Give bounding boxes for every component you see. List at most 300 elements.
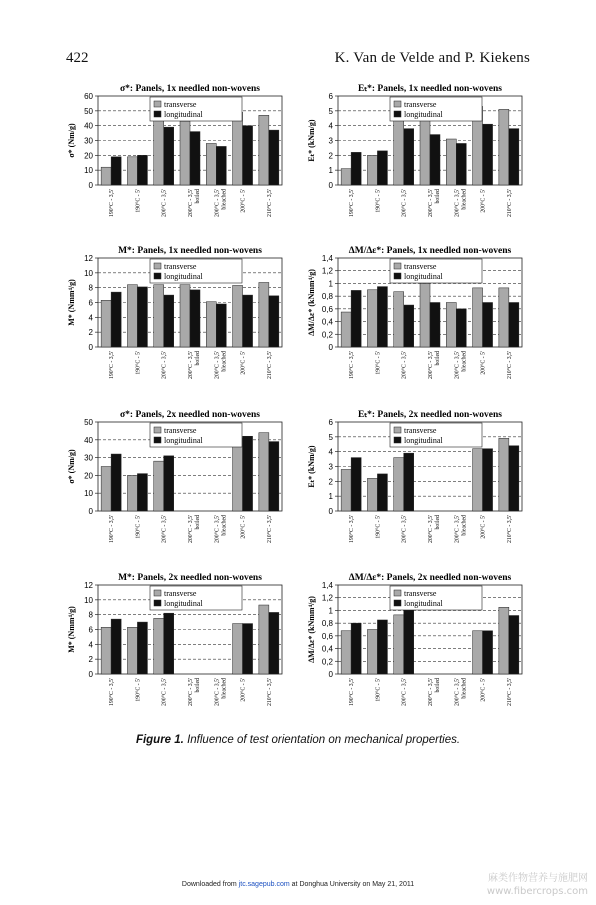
x-tick-label: 190°C - 5': [375, 351, 382, 375]
x-category-label: [187, 678, 201, 706]
y-tick-label: 5: [328, 432, 333, 442]
bar-longitudinal: [216, 146, 226, 185]
x-tick-label: 200°C - 5': [240, 351, 247, 375]
x-category-label: [240, 351, 247, 375]
y-tick-label: 60: [84, 92, 93, 101]
bar-transverse: [367, 290, 377, 347]
legend-label-transverse: transverse: [404, 589, 437, 598]
chart-title: Eₜ*: Panels, 1x needled non-wovens: [358, 84, 502, 94]
x-category-label: [453, 351, 467, 379]
x-tick-label: 190°C - 3,5': [349, 515, 356, 543]
x-tick-label: 190°C - 5': [135, 515, 142, 539]
bar-transverse: [101, 300, 111, 347]
x-tick-label: 200°C - 3,5': [188, 678, 194, 706]
bar-longitudinal: [137, 474, 147, 511]
chart-title: σ*: Panels, 2x needled non-wovens: [119, 410, 261, 420]
legend-label-transverse: transverse: [404, 426, 437, 435]
x-tick-label: 200°C - 3,5': [188, 189, 194, 217]
bar-transverse: [341, 469, 351, 511]
bar-transverse: [394, 292, 404, 347]
bar-longitudinal: [483, 449, 493, 511]
x-category-label: [374, 515, 381, 539]
bar-transverse: [446, 139, 456, 185]
legend-swatch-longitudinal: [394, 273, 401, 279]
bar-transverse: [473, 631, 483, 674]
x-category-label: [348, 351, 355, 379]
y-tick-label: 0,8: [321, 292, 333, 302]
bar-longitudinal: [351, 623, 361, 674]
x-category-label: [266, 189, 273, 217]
x-category-label: [240, 515, 247, 539]
chart-svg: [304, 571, 536, 729]
x-tick-label-line2: bleached: [221, 515, 228, 536]
x-tick-label: 200°C - 3,5': [214, 189, 221, 217]
x-tick-label: 200°C - 3,5': [454, 678, 461, 706]
bar-longitudinal: [243, 436, 253, 511]
chart-title: ΔM/Δε*: Panels, 2x needled non-wovens: [348, 573, 512, 583]
bar-transverse: [127, 157, 137, 185]
y-tick-label: 0: [88, 507, 93, 516]
y-tick-label: 1,2: [321, 266, 333, 276]
y-tick-label: 0: [328, 670, 333, 679]
y-axis-label: M* (Nmm⁴/g): [67, 606, 76, 653]
x-category-label: [108, 515, 115, 543]
x-category-label: [401, 189, 408, 217]
x-tick-label: 200°C - 5': [240, 515, 247, 539]
bar-transverse: [154, 285, 164, 347]
x-tick-label: 190°C - 3,5': [109, 189, 116, 217]
x-category-label: [506, 678, 513, 706]
x-category-label: [427, 189, 441, 217]
y-tick-label: 1: [328, 606, 333, 616]
x-tick-label: 190°C - 3,5': [349, 678, 356, 706]
bar-transverse: [101, 167, 111, 185]
bar-transverse: [420, 111, 430, 185]
bar-longitudinal: [269, 130, 279, 185]
y-tick-label: 0,4: [321, 317, 333, 327]
legend-swatch-transverse: [394, 263, 401, 269]
legend-label-transverse: transverse: [164, 262, 197, 271]
bar-longitudinal: [111, 454, 121, 511]
bar-transverse: [101, 627, 111, 674]
bar-longitudinal: [351, 152, 361, 185]
y-tick-label: 1,4: [321, 581, 333, 590]
bar-transverse: [127, 627, 137, 674]
x-tick-label: 190°C - 3,5': [109, 515, 116, 543]
x-tick-label: 200°C - 3,5': [161, 678, 168, 706]
bar-longitudinal: [243, 624, 253, 674]
x-tick-label: 210°C - 3,5': [506, 189, 513, 217]
bar-longitudinal: [404, 305, 414, 347]
watermark-line-1: 麻类作物营养与施肥网: [488, 873, 588, 884]
bar-longitudinal: [430, 303, 440, 348]
bar-longitudinal: [243, 295, 253, 347]
x-tick-label: 200°C - 5': [240, 189, 247, 213]
legend-swatch-transverse: [154, 590, 161, 596]
legend-label-transverse: transverse: [164, 100, 197, 109]
x-category-label: [134, 678, 141, 702]
bar-transverse: [341, 631, 351, 674]
x-category-label: [134, 189, 141, 213]
bar-longitudinal: [137, 287, 147, 347]
bar-transverse: [259, 433, 269, 511]
y-tick-label: 6: [88, 298, 93, 308]
bar-longitudinal: [483, 303, 493, 348]
legend-label-longitudinal: longitudinal: [404, 436, 443, 445]
chart-svg: [64, 408, 296, 566]
chart-dm-1x: [304, 244, 536, 402]
bar-longitudinal: [404, 453, 414, 511]
bar-transverse: [154, 618, 164, 674]
bar-longitudinal: [404, 609, 414, 674]
y-tick-label: 20: [84, 471, 93, 481]
x-category-label: [266, 515, 273, 543]
x-tick-label: 210°C - 3,5': [266, 515, 273, 543]
y-tick-label: 0,2: [321, 657, 333, 667]
y-axis-label: ΔM/Δε* (kNmm⁴/g): [307, 596, 316, 663]
bar-transverse: [341, 312, 351, 347]
x-tick-label-line2: boiled: [435, 515, 441, 530]
bar-transverse: [341, 169, 351, 185]
x-category-label: [427, 678, 441, 706]
x-tick-label: 200°C - 5': [240, 678, 247, 702]
x-tick-label-line2: boiled: [195, 515, 201, 530]
bar-transverse: [473, 288, 483, 347]
x-tick-label: 190°C - 5': [375, 189, 382, 213]
bar-longitudinal: [483, 631, 493, 674]
bar-transverse: [499, 288, 509, 347]
y-tick-label: 30: [84, 453, 93, 463]
y-tick-label: 10: [84, 166, 93, 176]
x-category-label: [134, 351, 141, 375]
x-tick-label: 200°C - 3,5': [214, 351, 221, 379]
x-tick-label: 210°C - 3,5': [506, 678, 513, 706]
page-number: 422: [66, 50, 89, 66]
x-category-label: [401, 678, 408, 706]
y-axis-label: M* (Nmm⁴/g): [67, 279, 76, 326]
x-category-label: [480, 678, 487, 702]
y-tick-label: 1,2: [321, 593, 333, 603]
x-tick-label-line2: bleached: [461, 189, 468, 210]
legend-swatch-longitudinal: [154, 600, 161, 606]
x-tick-label: 200°C - 3,5': [214, 678, 221, 706]
y-tick-label: 1: [328, 279, 333, 289]
bar-longitudinal: [509, 129, 519, 185]
y-tick-label: 0: [328, 343, 333, 352]
x-tick-label: 190°C - 5': [375, 515, 382, 539]
bar-transverse: [180, 285, 190, 347]
bar-longitudinal: [164, 613, 174, 674]
x-category-label: [374, 189, 381, 213]
x-category-label: [506, 351, 513, 379]
y-tick-label: 0,8: [321, 619, 333, 629]
x-tick-label-line2: boiled: [435, 189, 441, 204]
y-tick-label: 2: [88, 655, 93, 665]
x-category-label: [427, 515, 441, 543]
footer-suffix: at Donghua University on May 21, 2011: [291, 881, 415, 888]
x-tick-label: 200°C - 3,5': [454, 515, 461, 543]
bar-transverse: [233, 285, 243, 347]
bar-transverse: [233, 438, 243, 511]
x-category-label: [266, 351, 273, 379]
chart-title: ΔM/Δε*: Panels, 1x needled non-wovens: [348, 246, 512, 256]
x-tick-label: 190°C - 3,5': [349, 189, 356, 217]
chart-svg: [64, 244, 296, 402]
legend-label-longitudinal: longitudinal: [164, 599, 203, 608]
x-tick-label: 190°C - 5': [135, 678, 142, 702]
y-axis-label: Eₜ* (kNm/g): [307, 119, 316, 162]
chart-title: M*: Panels, 2x needled non-wovens: [118, 573, 262, 583]
bar-longitudinal: [216, 304, 226, 347]
x-tick-label: 200°C - 5': [480, 189, 487, 213]
y-tick-label: 10: [84, 595, 93, 605]
chart-svg: [64, 82, 296, 240]
x-tick-label: 200°C - 3,5': [161, 351, 168, 379]
y-tick-label: 6: [328, 418, 333, 427]
y-tick-label: 1: [328, 166, 333, 176]
y-tick-label: 8: [88, 610, 93, 620]
x-tick-label-line2: boiled: [435, 351, 441, 366]
bar-longitudinal: [111, 157, 121, 185]
legend-swatch-transverse: [394, 427, 401, 433]
bar-transverse: [206, 143, 216, 185]
y-tick-label: 0: [88, 181, 93, 190]
bar-longitudinal: [164, 456, 174, 511]
y-tick-label: 0,6: [321, 304, 333, 314]
y-tick-label: 30: [84, 136, 93, 146]
y-tick-label: 6: [88, 625, 93, 635]
x-tick-label: 190°C - 3,5': [349, 351, 356, 379]
x-tick-label-line2: bleached: [461, 515, 468, 536]
bar-transverse: [206, 302, 216, 347]
chart-m-2x: [64, 571, 296, 729]
y-tick-label: 3: [328, 462, 333, 472]
x-tick-label: 200°C - 3,5': [161, 189, 168, 217]
bar-longitudinal: [111, 619, 121, 674]
x-tick-label: 200°C - 3,5': [428, 678, 434, 706]
bar-transverse: [367, 478, 377, 511]
legend-label-transverse: transverse: [404, 100, 437, 109]
legend-swatch-transverse: [154, 101, 161, 107]
legend-swatch-longitudinal: [394, 437, 401, 443]
legend-swatch-transverse: [154, 263, 161, 269]
legend-label-longitudinal: longitudinal: [164, 436, 203, 445]
bar-transverse: [367, 630, 377, 675]
bar-transverse: [394, 458, 404, 511]
x-category-label: [187, 515, 201, 543]
y-tick-label: 0,4: [321, 644, 333, 654]
bar-longitudinal: [377, 620, 387, 674]
legend-label-longitudinal: longitudinal: [164, 110, 203, 119]
bar-longitudinal: [190, 290, 200, 347]
x-tick-label-line2: bleached: [461, 351, 468, 372]
bar-transverse: [233, 112, 243, 185]
legend-swatch-transverse: [394, 101, 401, 107]
x-category-label: [427, 351, 441, 379]
legend-swatch-longitudinal: [154, 111, 161, 117]
x-category-label: [108, 678, 115, 706]
y-tick-label: 12: [84, 254, 93, 263]
y-tick-label: 10: [84, 268, 93, 278]
x-tick-label: 190°C - 3,5': [109, 351, 116, 379]
x-tick-label: 200°C - 3,5': [401, 189, 408, 217]
y-tick-label: 12: [84, 581, 93, 590]
x-category-label: [506, 515, 513, 543]
x-tick-label: 210°C - 3,5': [266, 678, 273, 706]
bar-transverse: [180, 121, 190, 185]
bar-longitudinal: [377, 474, 387, 511]
x-category-label: [453, 678, 467, 706]
x-category-label: [134, 515, 141, 539]
y-tick-label: 50: [84, 106, 93, 116]
x-tick-label-line2: bleached: [221, 678, 228, 699]
legend-label-transverse: transverse: [404, 262, 437, 271]
bar-transverse: [101, 467, 111, 512]
chart-svg: [304, 244, 536, 402]
x-category-label: [213, 678, 227, 706]
bar-transverse: [259, 115, 269, 185]
x-category-label: [213, 189, 227, 217]
bar-longitudinal: [269, 612, 279, 674]
y-tick-label: 4: [88, 313, 93, 323]
x-category-label: [348, 678, 355, 706]
legend-label-transverse: transverse: [164, 589, 197, 598]
y-tick-label: 4: [88, 640, 93, 650]
y-axis-label: σ* (Nm/g): [67, 449, 76, 484]
x-category-label: [348, 515, 355, 543]
x-tick-label: 200°C - 3,5': [428, 515, 434, 543]
y-tick-label: 40: [84, 435, 93, 445]
y-axis-label: ΔM/Δε* (kNmm⁴/g): [307, 269, 316, 336]
bar-longitudinal: [351, 458, 361, 511]
x-tick-label: 200°C - 3,5': [214, 515, 221, 543]
x-category-label: [108, 189, 115, 217]
legend-swatch-transverse: [394, 590, 401, 596]
chart-svg: [304, 82, 536, 240]
legend-label-longitudinal: longitudinal: [404, 599, 443, 608]
bar-longitudinal: [190, 132, 200, 185]
x-tick-label: 200°C - 3,5': [161, 515, 168, 543]
chart-title: Eₜ*: Panels, 2x needled non-wovens: [358, 410, 502, 420]
bar-longitudinal: [456, 309, 466, 347]
y-tick-label: 4: [328, 447, 333, 457]
x-tick-label: 200°C - 3,5': [188, 351, 194, 379]
bar-transverse: [394, 615, 404, 674]
y-tick-label: 0: [328, 507, 333, 516]
chart-dm-2x: [304, 571, 536, 729]
bar-longitudinal: [137, 155, 147, 185]
bar-transverse: [446, 303, 456, 348]
bar-transverse: [499, 109, 509, 185]
x-tick-label: 210°C - 3,5': [266, 189, 273, 217]
chart-title: σ*: Panels, 1x needled non-wovens: [119, 84, 261, 94]
legend-label-longitudinal: longitudinal: [404, 110, 443, 119]
x-tick-label-line2: boiled: [435, 678, 441, 693]
legend-swatch-transverse: [154, 427, 161, 433]
bar-longitudinal: [243, 126, 253, 185]
y-tick-label: 0: [88, 343, 93, 352]
x-category-label: [401, 515, 408, 543]
x-tick-label: 200°C - 5': [480, 678, 487, 702]
x-category-label: [374, 678, 381, 702]
x-tick-label: 190°C - 3,5': [109, 678, 116, 706]
running-head: K. Van de Velde and P. Kiekens: [334, 50, 530, 66]
legend-label-longitudinal: longitudinal: [404, 272, 443, 281]
x-tick-label: 200°C - 3,5': [454, 189, 461, 217]
bar-longitudinal: [269, 442, 279, 511]
footer-link[interactable]: jtc.sagepub.com: [238, 881, 290, 888]
y-tick-label: 1,4: [321, 254, 333, 263]
x-category-label: [240, 678, 247, 702]
y-tick-label: 2: [328, 477, 333, 487]
x-tick-label: 190°C - 5': [135, 189, 142, 213]
chart-sigma-2x: [64, 408, 296, 566]
bar-longitudinal: [269, 296, 279, 347]
x-tick-label: 210°C - 3,5': [506, 351, 513, 379]
y-tick-label: 2: [328, 151, 333, 161]
chart-svg: [304, 408, 536, 566]
bar-longitudinal: [509, 616, 519, 674]
x-category-label: [213, 351, 227, 379]
bar-longitudinal: [430, 135, 440, 185]
bar-transverse: [259, 605, 269, 674]
y-tick-label: 6: [328, 92, 333, 101]
y-tick-label: 1: [328, 492, 333, 502]
footer-prefix: Downloaded from: [181, 881, 237, 888]
x-tick-label: 200°C - 3,5': [401, 351, 408, 379]
chart-m-1x: [64, 244, 296, 402]
y-tick-label: 4: [328, 121, 333, 131]
y-tick-label: 50: [84, 418, 93, 427]
bar-longitudinal: [137, 622, 147, 674]
bar-longitudinal: [111, 292, 121, 347]
legend-label-transverse: transverse: [164, 426, 197, 435]
x-tick-label-line2: bleached: [221, 189, 228, 210]
bar-longitudinal: [377, 287, 387, 347]
x-tick-label: 210°C - 3,5': [506, 515, 513, 543]
legend-swatch-longitudinal: [394, 600, 401, 606]
legend-swatch-longitudinal: [394, 111, 401, 117]
legend-swatch-longitudinal: [154, 437, 161, 443]
chart-sigma-1x: [64, 82, 296, 240]
y-tick-label: 20: [84, 151, 93, 161]
y-tick-label: 40: [84, 121, 93, 131]
y-tick-label: 10: [84, 489, 93, 499]
x-category-label: [506, 189, 513, 217]
x-tick-label: 200°C - 3,5': [428, 351, 434, 379]
y-tick-label: 3: [328, 136, 333, 146]
x-tick-label: 200°C - 3,5': [401, 678, 408, 706]
x-category-label: [401, 351, 408, 379]
y-tick-label: 0,2: [321, 330, 333, 340]
bar-transverse: [499, 438, 509, 511]
x-category-label: [240, 189, 247, 213]
bar-transverse: [420, 283, 430, 347]
bar-longitudinal: [404, 129, 414, 185]
y-axis-label: Eₜ* (kNm/g): [307, 445, 316, 488]
x-tick-label: 200°C - 3,5': [401, 515, 408, 543]
x-tick-label: 200°C - 3,5': [454, 351, 461, 379]
figure-caption: [0, 734, 596, 746]
x-tick-label-line2: boiled: [195, 351, 201, 366]
chart-title: M*: Panels, 1x needled non-wovens: [118, 246, 262, 256]
x-tick-label: 200°C - 5': [480, 351, 487, 375]
y-axis-label: σ* (Nm/g): [67, 123, 76, 158]
bar-transverse: [127, 475, 137, 511]
x-tick-label: 200°C - 3,5': [428, 189, 434, 217]
chart-et-1x: [304, 82, 536, 240]
watermark-line-2: www.fibercrops.com: [486, 886, 588, 897]
